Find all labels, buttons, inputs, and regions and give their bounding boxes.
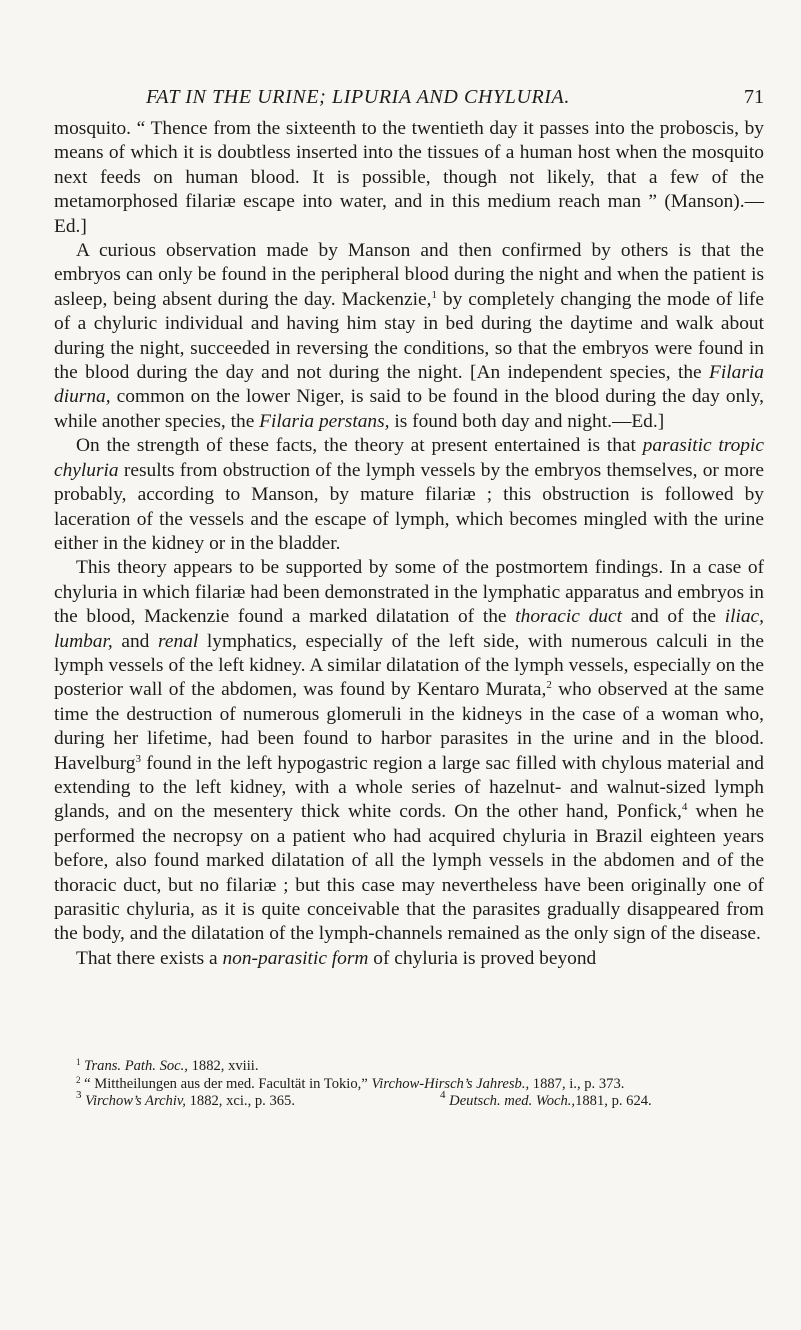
text-run: That there exists a [76, 947, 223, 969]
paragraph-4 [54, 556, 764, 947]
species-name: Filaria perstans, [259, 410, 390, 432]
citation-text: 1882, xviii. [187, 1058, 259, 1074]
footnote-row [54, 1089, 764, 1111]
text-run: when he performed the necropsy on a patient who had acquired chyluria in Brazil eighteen years before, also found marked dilatation of all the lymph vessels in the abdomen and of the thoracic duct, but no filariæ ; but this case may nevertheless have been originally one of parasitic chyluria, as it is quite conceivable that the parasites gradually disappeared from the body, and the dilatation of the lymph-channels remained as the only sign of the disease. [54, 801, 765, 945]
footnotes [54, 1058, 764, 1111]
footnote-mark: 2 [76, 1074, 81, 1085]
citation-text: 1881, p. 624. [575, 1093, 652, 1109]
text-run: who observed at the same time the destruction of numerous glomeruli in the kidneys in the case of a woman who, during her lifetime, had been found to harbor parasites in the urine and in the blood. Havelburg [54, 679, 764, 774]
citation-title: Virchow’s Archiv, [85, 1093, 186, 1109]
text-run: and of the [622, 606, 725, 628]
text-run: On the strength of these facts, the theory at present entertained is that [76, 435, 643, 457]
footnote-1 [54, 1058, 764, 1076]
text-run: This theory appears to be supported by some of the postmortem findings. In a case of chyluria in which filariæ had been demonstrated in the lymphatic apparatus and embryos in the blood, Mackenzie found a marked dilatation of the [54, 557, 764, 628]
paragraph-5 [54, 947, 764, 971]
footnote-ref: 2 [546, 679, 552, 692]
footnote-3 [54, 1089, 418, 1111]
paragraph-1 [54, 117, 764, 239]
footnote-mark: 3 [76, 1089, 82, 1101]
emphasis: renal [158, 630, 199, 652]
text-run: results from obstruction of the lymph vessels by the embryos themselves, or more probably, according to Manson, by mature filariæ ; this obstruction is followed by laceration of the vessels and the escape of lymph, which becomes mingled with the urine either in the kidney or in the bladder. [54, 459, 764, 554]
footnote-ref: 3 [135, 752, 141, 765]
emphasis: thoracic duct [515, 606, 622, 628]
text-run: of chyluria is proved beyond [368, 947, 597, 969]
citation-title: Deutsch. med. Woch., [449, 1093, 576, 1109]
text-run: by completely changing the mode of life of a chyluric individual and having him stay in bed during the daytime and walk about during the night, succeeded in reversing the conditions, so that the embryos were found in the blood during the day and not during the night. [An independent species, the [54, 288, 764, 384]
citation-text: 1887, i., p. 373. [529, 1075, 625, 1092]
species-name: Filaria diurna, [54, 362, 764, 408]
page-header [54, 86, 764, 110]
citation-text: 1882, xci., p. 365. [185, 1093, 295, 1109]
text-run: and [112, 630, 159, 652]
citation-title: Virchow-Hirsch’s Jahresb., [371, 1075, 530, 1092]
text-run: found in the left hypogastric region a large sac filled with chylous material and extending to the left kidney, with a whole series of hazelnut- and walnut-sized lymph glands, and on the mesentery thick white cords. On the other hand, Ponfick, [54, 752, 764, 823]
emphasis: iliac, lumbar, [54, 606, 765, 652]
page-number: 71 [744, 86, 764, 108]
footnote-mark: 1 [76, 1057, 81, 1067]
footnote-ref: 1 [431, 288, 437, 301]
paragraph-3 [54, 434, 764, 556]
footnote-2 [54, 1076, 764, 1094]
citation-text: “ Mittheilungen aus der med. Facultät in Tokio,” [80, 1075, 372, 1092]
running-head: FAT IN THE URINE; LIPURIA AND CHYLURIA. [146, 86, 570, 108]
footnote-mark: 4 [440, 1089, 446, 1101]
text-run: A curious observation made by Manson and then confirmed by others is that the embryos can only be found in the peripheral blood during the night and when the patient is asleep, being absent during the day. Mackenzie, [54, 240, 764, 310]
text-run: common on the lower Niger, is said to be found in the blood during the day only, while another species, the [54, 386, 764, 432]
text-run: is found both day and night.—Ed.] [389, 410, 665, 432]
emphasis: non-parasitic form [222, 947, 369, 969]
footnote-4 [418, 1089, 652, 1111]
body-text [54, 117, 764, 971]
footnote-ref: 4 [681, 801, 688, 814]
text-run: mosquito. “ Thence from the sixteenth to the twentieth day it passes into the proboscis, by means of which it is doubtless inserted into the tissues of a human host when the mosquito next feeds on human blood. It is possible, though not likely, that a few of the metamorphosed filariæ escape into water, and in this medium reach man ” (Manson).—Ed.] [54, 118, 764, 237]
paragraph-2 [54, 239, 764, 434]
citation-title: Trans. Path. Soc., [84, 1058, 188, 1074]
text-run: lymphatics, especially of the left side, with numerous calculi in the lymph vessels of the left kidney. A similar dilatation of the lymph vessels, especially on the posterior wall of the abdomen, was found by Kentaro Murata, [54, 630, 764, 701]
emphasis: parasitic tropic chyluria [54, 435, 764, 481]
